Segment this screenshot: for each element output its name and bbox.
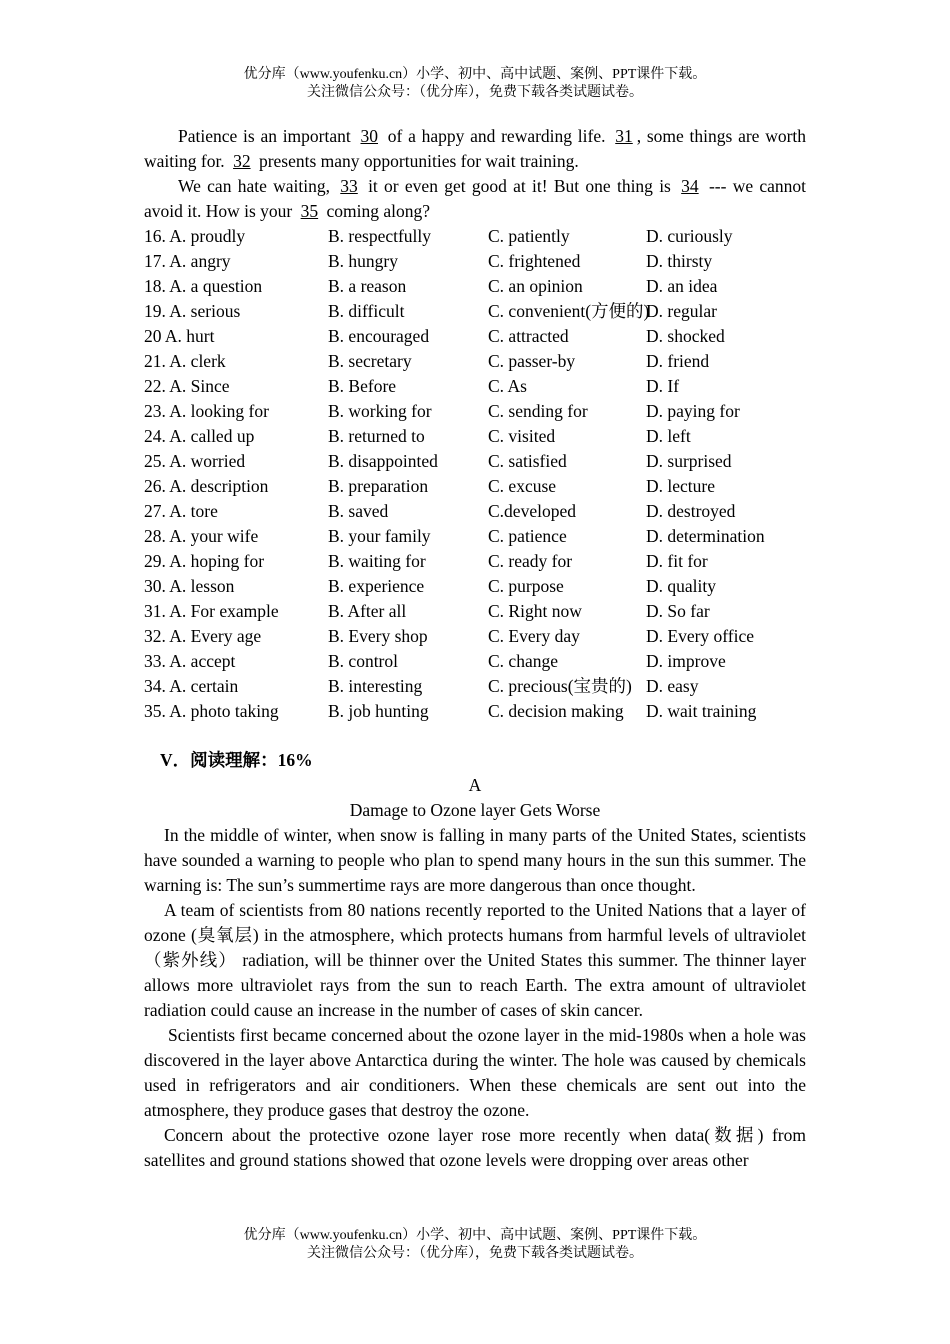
option-b: B. interesting	[328, 676, 423, 696]
option-a: 33. A. accept	[144, 651, 236, 671]
option-b: B. Before	[328, 376, 397, 396]
blank-33: 33	[340, 176, 358, 196]
option-c: C. Every day	[488, 626, 580, 646]
option-c: C. satisfied	[488, 451, 567, 471]
passage-paragraph-4: Concern about the protective ozone layer rose more recently when data(数据) from satellites and ground stations showed that ozone levels were dropping over areas other	[144, 1125, 806, 1170]
option-a: 32. A. Every age	[144, 626, 262, 646]
option-c: C. convenient(方便的)	[488, 301, 650, 321]
option-d: D. friend	[646, 351, 710, 371]
option-d: D. paying for	[646, 401, 740, 421]
option-d: D. quality	[646, 576, 716, 596]
cloze-paragraph-1: Patience is an important 30 of a happy and rewarding life. 31 , some things are worth waiting for. 32 presents many opportunities for wait training.	[144, 126, 807, 171]
option-c: C. precious(宝贵的)	[488, 676, 632, 696]
option-c: C. patiently	[488, 226, 570, 246]
option-b: B. waiting for	[328, 551, 426, 571]
option-row	[144, 574, 806, 599]
page-footer	[0, 1227, 950, 1263]
option-d: D. determination	[646, 526, 765, 546]
option-c: C. attracted	[488, 326, 569, 346]
passage-paragraph-2: A team of scientists from 80 nations recently reported to the United Nations that a layer of ozone (臭氧层) in the atmosphere, which protects humans from harmful levels of ultraviolet（紫外线） radiation, will be thinner over the United States this summer. The thinner layer allows more ultraviolet rays from the sun to reach Earth. The extra amount of ultraviolet radiation could cause an increase in the number of cases of skin cancer.	[144, 900, 806, 1020]
option-row	[144, 549, 806, 574]
option-b: B. After all	[328, 601, 407, 621]
options-list	[144, 224, 806, 724]
option-c: C. purpose	[488, 576, 564, 596]
page-header	[0, 66, 950, 102]
option-row	[144, 324, 806, 349]
option-b: B. a reason	[328, 276, 407, 296]
passage-paragraph-3: Scientists first became concerned about the ozone layer in the mid-1980s when a hole was discovered in the layer above Antarctica during the winter. The hole was caused by chemicals used in refrigerators and air conditioners. When these chemicals are sent out into the atmosphere, they produce gases that destroy the ozone.	[144, 1025, 806, 1120]
blank-30: 30	[360, 126, 378, 146]
option-a: 27. A. tore	[144, 501, 218, 521]
option-row	[144, 249, 806, 274]
passage-label: A	[468, 775, 482, 795]
option-b: B. encouraged	[328, 326, 430, 346]
option-a: 34. A. certain	[144, 676, 239, 696]
option-a: 28. A. your wife	[144, 526, 259, 546]
blank-32: 32	[233, 151, 251, 171]
blank-35: 35	[300, 201, 319, 221]
option-row	[144, 374, 806, 399]
option-a: 29. A. hoping for	[144, 551, 265, 571]
option-c: C. As	[488, 376, 527, 396]
option-d: D. lecture	[646, 476, 715, 496]
option-row	[144, 649, 806, 674]
option-b: B. respectfully	[328, 226, 432, 246]
option-b: B. hungry	[328, 251, 398, 271]
option-d: D. an idea	[646, 276, 718, 296]
header-line-2: 关注微信公众号：（优分库），免费下载各类试题试卷。	[307, 85, 643, 100]
passage-paragraph-1: In the middle of winter, when snow is falling in many parts of the United States, scientists have sounded a warning to people who plan to spend many hours in the sun this summer. The warning is: The sun’s summertime rays are more dangerous than once thought.	[144, 825, 806, 895]
passage-title: Damage to Ozone layer Gets Worse	[349, 800, 601, 820]
option-row	[144, 449, 806, 474]
option-c: C. sending for	[488, 401, 588, 421]
header-line-1: 优分库（www.youfenku.cn）小学、初中、高中试题、案例、PPT课件下载。	[243, 67, 707, 82]
option-b: B. secretary	[328, 351, 412, 371]
page-content	[144, 124, 806, 1173]
option-b: B. Every shop	[328, 626, 428, 646]
cloze-paragraph-2: We can hate waiting, 33 it or even get good at it! But one thing is 34 --- we cannot avoid it. How is your 35 coming along?	[144, 176, 807, 221]
blank-34: 34	[681, 176, 699, 196]
option-d: D. fit for	[646, 551, 708, 571]
option-b: B. saved	[328, 501, 389, 521]
option-a: 16. A. proudly	[144, 226, 246, 246]
option-d: D. left	[646, 426, 691, 446]
option-d: D. curiously	[646, 226, 733, 246]
option-row	[144, 599, 806, 624]
section-title: V．阅读理解：16%	[160, 750, 313, 770]
option-row	[144, 499, 806, 524]
option-a: 18. A. a question	[144, 276, 263, 296]
option-row	[144, 274, 806, 299]
option-row	[144, 524, 806, 549]
option-d: D. improve	[646, 651, 726, 671]
option-c: C. Right now	[488, 601, 582, 621]
option-a: 24. A. called up	[144, 426, 255, 446]
option-row	[144, 349, 806, 374]
option-a: 30. A. lesson	[144, 576, 235, 596]
option-row	[144, 299, 806, 324]
option-a: 35. A. photo taking	[144, 701, 279, 721]
option-d: D. destroyed	[646, 501, 736, 521]
option-a: 22. A. Since	[144, 376, 230, 396]
option-d: D. Every office	[646, 626, 755, 646]
option-a: 23. A. looking for	[144, 401, 269, 421]
option-c: C. ready for	[488, 551, 573, 571]
option-b: B. disappointed	[328, 451, 438, 471]
option-c: C. visited	[488, 426, 556, 446]
option-a: 25. A. worried	[144, 451, 246, 471]
option-row	[144, 474, 806, 499]
option-d: D. thirsty	[646, 251, 713, 271]
option-d: D. If	[646, 376, 680, 396]
option-d: D. regular	[646, 301, 717, 321]
option-a: 26. A. description	[144, 476, 269, 496]
option-c: C. patience	[488, 526, 567, 546]
option-b: B. control	[328, 651, 398, 671]
option-row	[144, 624, 806, 649]
option-row	[144, 399, 806, 424]
option-row	[144, 424, 806, 449]
option-row	[144, 699, 806, 724]
option-b: B. experience	[328, 576, 425, 596]
option-c: C. decision making	[488, 701, 624, 721]
footer-line-1: 优分库（www.youfenku.cn）小学、初中、高中试题、案例、PPT课件下载。	[243, 1228, 707, 1243]
option-b: B. job hunting	[328, 701, 429, 721]
option-row	[144, 674, 806, 699]
option-d: D. wait training	[646, 701, 757, 721]
option-row	[144, 224, 806, 249]
option-b: B. your family	[328, 526, 431, 546]
option-c: C. passer-by	[488, 351, 576, 371]
option-d: D. shocked	[646, 326, 725, 346]
blank-31: 31	[615, 126, 633, 146]
option-a: 19. A. serious	[144, 301, 241, 321]
option-c: C. an opinion	[488, 276, 583, 296]
option-b: B. preparation	[328, 476, 429, 496]
option-b: B. returned to	[328, 426, 425, 446]
option-d: D. easy	[646, 676, 699, 696]
option-c: C.developed	[488, 501, 576, 521]
option-a: 17. A. angry	[144, 251, 231, 271]
option-d: D. So far	[646, 601, 710, 621]
option-d: D. surprised	[646, 451, 732, 471]
option-a: 21. A. clerk	[144, 351, 226, 371]
option-a: 20 A. hurt	[144, 326, 215, 346]
option-b: B. difficult	[328, 301, 405, 321]
option-b: B. working for	[328, 401, 432, 421]
option-a: 31. A. For example	[144, 601, 279, 621]
option-c: C. excuse	[488, 476, 557, 496]
option-c: C. frightened	[488, 251, 581, 271]
footer-line-2: 关注微信公众号：（优分库），免费下载各类试题试卷。	[307, 1246, 643, 1261]
option-c: C. change	[488, 651, 558, 671]
